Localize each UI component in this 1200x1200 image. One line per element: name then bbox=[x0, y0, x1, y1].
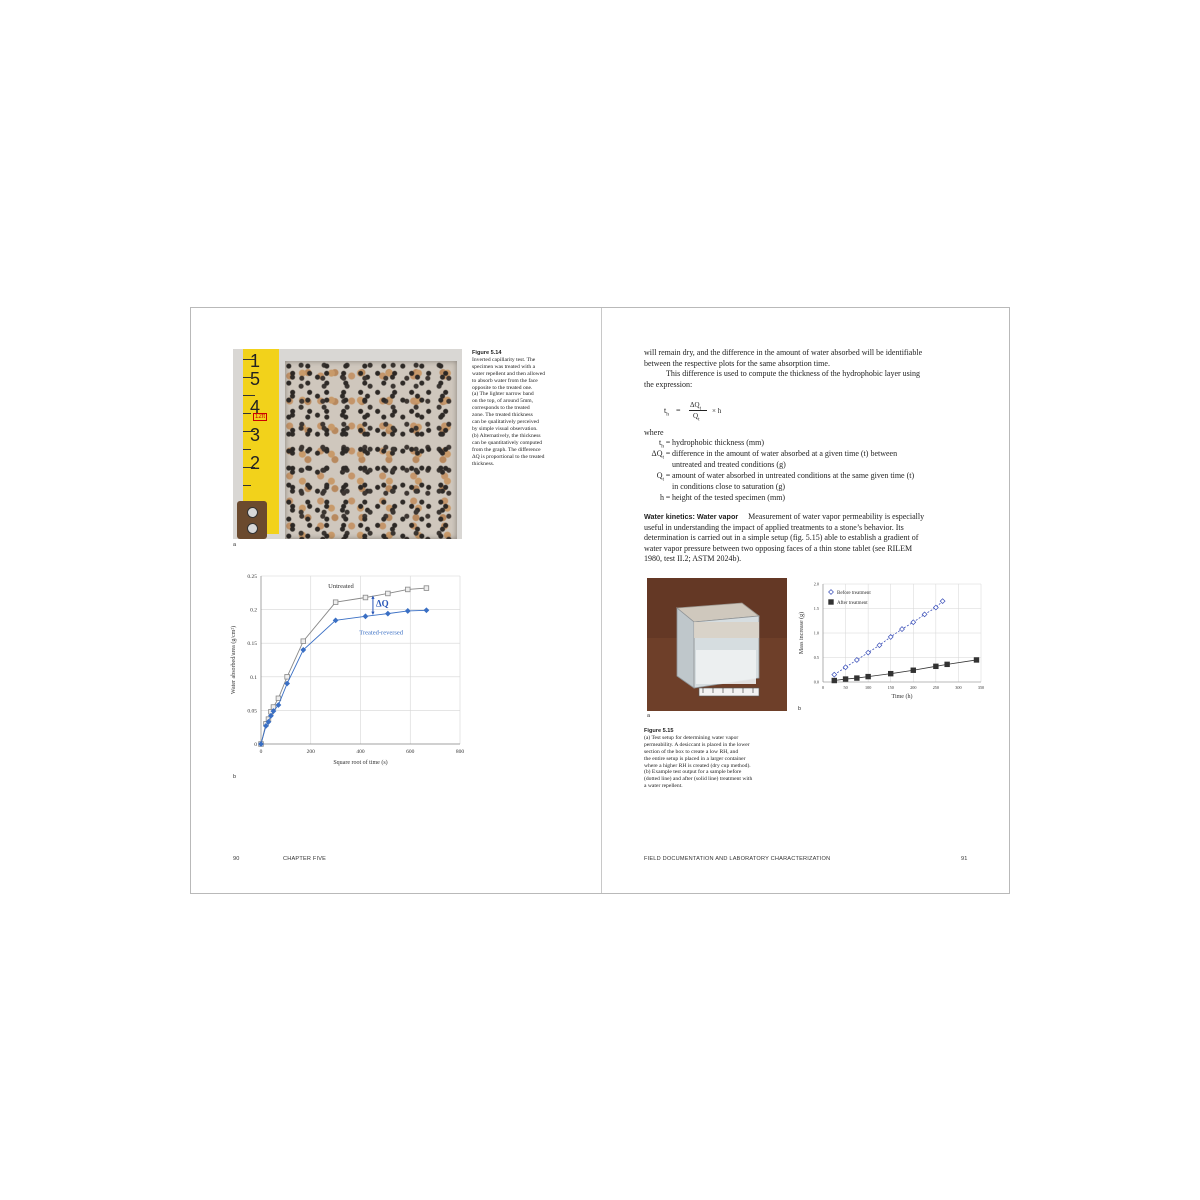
definition-equals: = bbox=[665, 471, 671, 480]
data-point bbox=[934, 664, 939, 669]
paragraph-1 bbox=[644, 348, 974, 390]
tape-number: 3 bbox=[250, 425, 261, 445]
data-point bbox=[333, 600, 338, 605]
definition-equals: = bbox=[665, 449, 671, 458]
series-line bbox=[834, 601, 942, 675]
panel-a-label: a bbox=[233, 542, 237, 548]
data-point bbox=[866, 650, 871, 655]
definition-text: amount of water absorbed in untreated conditions at the same given time (t) bbox=[672, 471, 915, 480]
x-axis-label: Square root of time (s) bbox=[333, 760, 388, 766]
tape-number: 2 bbox=[250, 453, 261, 473]
text-line: 1980, test II.2; ASTM 2024b). bbox=[644, 554, 742, 564]
tape-number: 5 bbox=[250, 369, 261, 389]
data-point bbox=[424, 608, 429, 613]
caption-line: thickness. bbox=[472, 460, 495, 467]
y-axis-label: Water absorbed/area (g/cm²) bbox=[231, 625, 237, 695]
x-tick-label: 150 bbox=[887, 685, 894, 690]
caption-line: a water repellent. bbox=[644, 783, 683, 790]
caption-line: corresponds to the treated bbox=[472, 405, 530, 412]
text-line: Water kinetics: Water vapor Measurement of water vapor permeability is especially bbox=[644, 512, 925, 521]
definition-equals: = bbox=[665, 438, 671, 447]
caption-line: (b) Alternatively, the thickness bbox=[472, 432, 541, 439]
page-number: 90 bbox=[233, 856, 240, 862]
definition-symbol: $\Delta Q_t$ bbox=[651, 449, 664, 461]
formula-denominator: $Q_t$ bbox=[693, 412, 700, 423]
figure-title: Figure 5.15 bbox=[644, 728, 674, 734]
y-tick-label: 0.25 bbox=[247, 574, 257, 580]
data-point bbox=[829, 590, 834, 595]
caption-line: (a) Test setup for determining water vapor bbox=[644, 734, 739, 741]
caption-line: zone. The treated thickness bbox=[472, 412, 533, 419]
y-tick-label: 0.1 bbox=[250, 674, 257, 681]
data-point bbox=[829, 600, 834, 605]
x-tick-label: 200 bbox=[910, 685, 917, 690]
caption-text bbox=[472, 357, 572, 468]
test-setup-photo bbox=[647, 578, 787, 711]
data-point bbox=[285, 675, 290, 680]
definition-equals: = bbox=[665, 493, 671, 502]
x-tick-label: 300 bbox=[955, 685, 962, 690]
caption-line: permeability. A desiccant is placed in the lower bbox=[644, 741, 750, 748]
definition-text: difference in the amount of water absorbed at a given time (t) between bbox=[672, 449, 898, 458]
definition-row bbox=[644, 460, 974, 470]
data-point bbox=[363, 614, 368, 619]
data-point bbox=[945, 662, 950, 667]
x-tick-label: 600 bbox=[406, 749, 415, 755]
y-tick-label: 1.0 bbox=[813, 630, 819, 636]
text-line: between the respective plots for the same absorption time. bbox=[644, 358, 830, 368]
caption-text bbox=[644, 735, 794, 790]
caption-line: can be qualitatively perceived bbox=[472, 419, 539, 426]
figure-5-14-caption bbox=[472, 350, 572, 467]
page-number: 91 bbox=[961, 856, 968, 862]
tape-number: 4 bbox=[250, 397, 261, 417]
y-tick-label: 0.05 bbox=[247, 708, 257, 715]
granite-specimen bbox=[285, 361, 457, 539]
caption-line: the entire setup is placed in a larger container bbox=[644, 755, 746, 762]
caption-line: ΔQ is proportional to the treated bbox=[472, 453, 545, 460]
data-point bbox=[911, 620, 916, 625]
caption-line: opposite to the treated one. bbox=[472, 384, 533, 391]
y-tick-label: 2.0 bbox=[813, 581, 819, 587]
formula-equals: = bbox=[676, 406, 681, 415]
data-point bbox=[832, 672, 837, 677]
x-tick-label: 0 bbox=[259, 749, 263, 755]
definition-row bbox=[644, 493, 974, 503]
formula-numerator: $\Delta Q_t$ bbox=[690, 401, 701, 412]
right-page bbox=[602, 308, 1011, 893]
data-point bbox=[301, 639, 306, 644]
x-tick-label: 400 bbox=[356, 749, 365, 755]
caption-line: can be quantitatively computed bbox=[472, 439, 543, 446]
caption-line: section of the box to create a low RH, and bbox=[644, 748, 739, 755]
data-point bbox=[974, 658, 979, 663]
caption-line: from the graph. The difference bbox=[472, 446, 541, 453]
data-point bbox=[855, 676, 860, 681]
x-tick-label: 100 bbox=[865, 685, 872, 690]
figure-title: Figure 5.14 bbox=[472, 350, 502, 356]
data-point bbox=[832, 678, 837, 683]
figure-5-15-caption bbox=[644, 728, 794, 790]
x-tick-label: 250 bbox=[932, 685, 939, 690]
data-point bbox=[386, 591, 391, 596]
legend-label: After treatment bbox=[837, 600, 868, 606]
caption-line: (dotted line) and after (solid line) treatment with bbox=[644, 776, 753, 783]
y-axis-label: Mass increase (g) bbox=[799, 611, 805, 655]
data-point bbox=[405, 609, 410, 614]
granite-specimen-photo bbox=[233, 349, 462, 539]
data-point bbox=[385, 611, 390, 616]
series-label: Treated-reversed bbox=[359, 629, 404, 637]
text-line: will remain dry, and the difference in the amount of water absorbed will be identifiable bbox=[644, 348, 923, 357]
caption-line: specimen was treated with a bbox=[472, 363, 536, 370]
text-line: This difference is used to compute the thickness of the hydrophobic layer using bbox=[666, 369, 921, 379]
panel-b-label: b bbox=[233, 774, 237, 780]
data-point bbox=[854, 658, 859, 663]
caption-line: to absorb water from the face bbox=[472, 377, 538, 384]
data-point bbox=[922, 612, 927, 617]
caption-line: by simple visual observation. bbox=[472, 425, 538, 432]
tape-hook bbox=[237, 501, 267, 539]
y-tick-label: 0.5 bbox=[813, 655, 819, 660]
definition-text: hydrophobic thickness (mm) bbox=[672, 438, 764, 447]
absorption-chart bbox=[221, 568, 481, 778]
data-point bbox=[900, 627, 905, 632]
data-point bbox=[363, 595, 368, 600]
data-point bbox=[911, 668, 916, 673]
left-page bbox=[191, 308, 601, 893]
text-line: useful in understanding the impact of applied treatments to a stone’s behavior. Its bbox=[644, 522, 904, 532]
x-tick-label: 350 bbox=[977, 685, 985, 690]
data-point bbox=[888, 635, 893, 640]
delta-q-label: ΔQ bbox=[375, 598, 389, 609]
book-spread bbox=[190, 307, 1010, 894]
text-line: water vapor pressure between two opposing faces of a thin stone tablet (see RILEM bbox=[644, 543, 913, 553]
kinetics-heading: Water kinetics: Water vapor bbox=[644, 512, 739, 521]
panel-a-label: a bbox=[647, 713, 651, 719]
formula-lhs: $t_h$ bbox=[664, 406, 669, 418]
definition-row bbox=[644, 482, 974, 492]
caption-line: (a) The lighter narrow band bbox=[472, 391, 534, 398]
legend-label: Before treatment bbox=[837, 590, 871, 596]
x-tick-label: 200 bbox=[306, 749, 315, 755]
panel-b-label: b bbox=[798, 706, 802, 712]
definition-text: in conditions close to saturation (g) bbox=[672, 482, 786, 491]
x-tick-label: 800 bbox=[455, 749, 465, 755]
definition-symbol: $t_h$ bbox=[659, 438, 664, 450]
y-tick-label: 0 bbox=[254, 742, 257, 748]
definitions-list bbox=[644, 438, 974, 508]
caption-line: Inverted capillarity test. The bbox=[472, 356, 536, 363]
y-tick-label: 0.15 bbox=[247, 641, 257, 648]
x-axis-label: Time (h) bbox=[891, 694, 913, 700]
test-setup-illustration bbox=[647, 578, 787, 711]
data-point bbox=[940, 599, 945, 604]
where-label: where bbox=[644, 428, 664, 437]
tape-number: 1 bbox=[250, 351, 261, 371]
caption-line: (b) Example test output for a sample before bbox=[644, 769, 742, 776]
definition-text: height of the tested specimen (mm) bbox=[672, 493, 786, 502]
definition-symbol: $Q_t$ bbox=[656, 471, 664, 483]
x-tick-label: 0 bbox=[821, 685, 825, 690]
x-tick-label: 50 bbox=[843, 685, 848, 690]
vapor-permeability-chart bbox=[787, 576, 987, 716]
data-point bbox=[843, 677, 848, 682]
y-tick-label: 1.5 bbox=[813, 606, 819, 611]
data-point bbox=[866, 674, 871, 679]
formula-times: × h bbox=[712, 407, 722, 415]
text-line: determination is carried out in a simple setup (fig. 5.15) able to establish a gradient of bbox=[644, 533, 919, 543]
formula bbox=[664, 400, 784, 428]
running-head: CHAPTER FIVE bbox=[283, 856, 327, 862]
series-label: Untreated bbox=[328, 583, 354, 591]
data-point bbox=[843, 665, 848, 670]
arrow-head bbox=[371, 612, 374, 615]
tape-marker: 12ft bbox=[255, 414, 266, 420]
definition-text: untreated and treated conditions (g) bbox=[672, 460, 786, 469]
y-tick-label: 0.2 bbox=[250, 607, 257, 614]
y-tick-label: 0.0 bbox=[813, 679, 819, 685]
definition-symbol: h bbox=[660, 493, 664, 502]
caption-line: water repellent and then allowed bbox=[472, 370, 545, 377]
caption-line: where a higher RH is created (dry cup method). bbox=[644, 762, 751, 769]
text-line: the expression: bbox=[644, 379, 693, 389]
running-head: FIELD DOCUMENTATION AND LABORATORY CHARACTERIZATION bbox=[644, 856, 831, 862]
data-point bbox=[424, 586, 429, 591]
kinetics-paragraph bbox=[644, 512, 974, 565]
caption-line: on the top, of around 5mm, bbox=[472, 398, 534, 405]
data-point bbox=[405, 587, 410, 592]
data-point bbox=[888, 671, 893, 676]
